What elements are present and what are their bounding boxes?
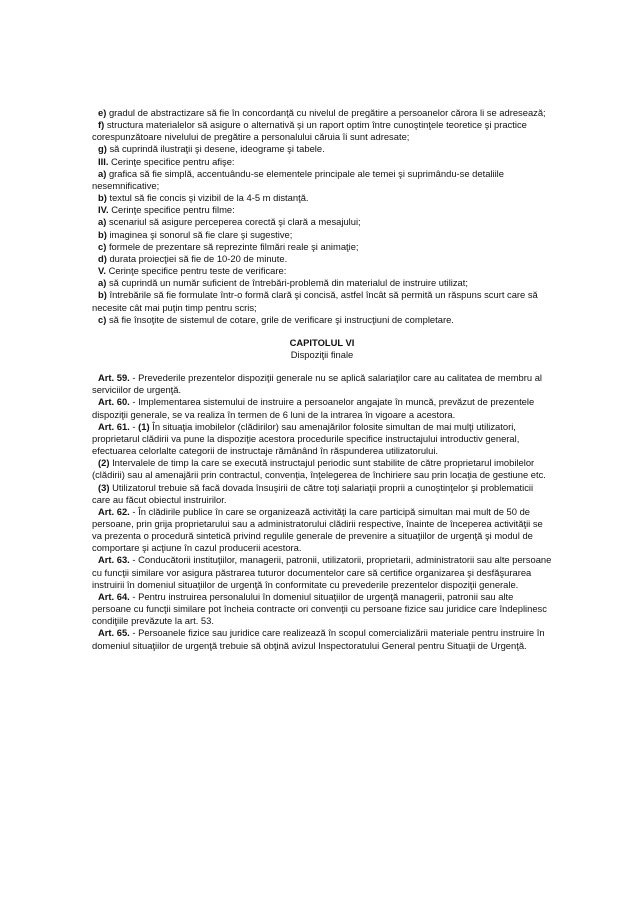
list-item-f xyxy=(92,119,552,143)
article-text: - Implementarea sistemului de instruire a persoanelor angajate în muncă, prevăzut de prezentele dispoziţii generale, se va realiza în termen de 6 luni de la intrarea în vigoare a acestora. xyxy=(92,396,535,420)
article-61-paragraph-2 xyxy=(92,457,552,481)
article-65 xyxy=(92,627,552,651)
article-text: În situaţia imobilelor (clădirilor) sau amenajărilor folosite simultan de mai mulţi utilizatori, proprietarul clădirii va pune la dispoziţie acestora procedurile specifice instructajului introductiv general, efectuarea celorlalte categorii de instructaje rămânând în răspunderea utilizatorului. xyxy=(92,420,520,457)
chapter-subtitle: Dispoziţii finale xyxy=(290,348,354,360)
article-text: - Persoanele fizice sau juridice care realizează în scopul comercializării materiale pentru instruire în domeniul situaţiilor de urgenţă trebuie să obţină avizul Inspectoratului General pentru Situaţii de Urgenţă. xyxy=(92,627,545,651)
item-label: d) xyxy=(98,252,107,264)
section-label: III. xyxy=(98,155,109,167)
article-text: - Prevederile prezentelor dispoziţii generale nu se aplică salariaţilor care au calitatea de membru al serviciilor de urgenţă. xyxy=(92,372,542,396)
article-label: Art. 59. xyxy=(98,372,130,384)
article-label: Art. 62. xyxy=(98,505,130,517)
article-label: Art. 60. xyxy=(98,396,130,408)
list-item-a xyxy=(92,277,552,289)
article-separator: - xyxy=(129,420,139,432)
item-label: f) xyxy=(98,119,105,131)
section-heading-v xyxy=(92,265,552,277)
paragraph-label: (3) xyxy=(98,481,110,493)
item-label: g) xyxy=(98,143,107,155)
article-60 xyxy=(92,396,552,420)
section-text: Cerinţe specifice pentru filme: xyxy=(108,204,235,216)
item-text: formele de prezentare să reprezinte filmări reale şi animaţie; xyxy=(106,240,359,252)
section-text: Cerinţe specifice pentru afişe: xyxy=(108,155,235,167)
list-item-e xyxy=(92,107,552,119)
item-text: grafica să fie simplă, accentuându-se elementele principale ale temei şi suprimându-se detaliile nesemnificative; xyxy=(92,167,504,191)
list-item-b xyxy=(92,289,552,313)
article-59 xyxy=(92,372,552,396)
item-text: să cuprindă ilustraţii şi desene, ideograme şi tabele. xyxy=(106,143,325,155)
article-text: - În clădirile publice în care se organizează activităţi la care participă simultan mai mult de 50 de persoane, prin grija proprietarului sau a administratorului clădirii respective, înainte de începerea activităţii se va prezenta o procedură sintetică privind regulile generale de prevenire a situaţiilor de urgenţă şi modul de comportare şi acţiune în cazul producerii acestora. xyxy=(92,505,543,554)
item-text: structura materialelor să asigure o alternativă şi un raport optim între cunoştinţele teoretice şi practice corespunzătoare nivelului de pregătire a personalului căruia îi sunt adresate; xyxy=(92,119,527,143)
item-text: să cuprindă un număr suficient de întrebări-problemă din materialul de instruire utilizat; xyxy=(106,277,468,289)
paragraph-text: Utilizatorul trebuie să facă dovada însuşirii de către toţi salariaţii proprii a cunoştinţelor şi problematicii care au făcut obiectul instruirilor. xyxy=(92,481,534,505)
section-text: Cerinţe specifice pentru teste de verificare: xyxy=(106,265,287,277)
list-item-b xyxy=(92,192,552,204)
list-item-a xyxy=(92,168,552,192)
item-label: a) xyxy=(98,277,107,289)
item-label: a) xyxy=(98,167,107,179)
article-61 xyxy=(92,421,552,457)
article-label: Art. 63. xyxy=(98,554,130,566)
paragraph-label: (1) xyxy=(138,420,150,432)
item-label: c) xyxy=(98,240,107,252)
paragraph-text: Intervalele de timp la care se execută instructajul periodic sunt stabilite de către proprietarul imobilelor (clădirii) sau al amenajării prin contractul, convenţia, înţelegerea de închiriere sau prin locaţia de gestiune etc. xyxy=(92,457,546,481)
list-item-b xyxy=(92,229,552,241)
item-label: b) xyxy=(98,192,107,204)
article-63 xyxy=(92,554,552,590)
article-label: Art. 65. xyxy=(98,627,130,639)
list-item-g xyxy=(92,143,552,155)
chapter-title: CAPITOLUL VI xyxy=(289,336,355,348)
item-text: să fie însoţite de sistemul de cotare, grile de verificare şi instrucţiuni de completare. xyxy=(106,313,454,325)
item-text: textul să fie concis şi vizibil de la 4-5 m distanţă. xyxy=(106,192,309,204)
article-label: Art. 64. xyxy=(98,590,130,602)
list-item-a xyxy=(92,216,552,228)
item-text: imaginea şi sonorul să fie clare şi sugestive; xyxy=(106,228,293,240)
section-heading-iv xyxy=(92,204,552,216)
section-label: IV. xyxy=(98,204,109,216)
section-heading-iii xyxy=(92,156,552,168)
article-62 xyxy=(92,506,552,555)
item-label: a) xyxy=(98,216,107,228)
document-text xyxy=(92,107,552,652)
item-text: durata proiecţiei să fie de 10-20 de minute. xyxy=(106,252,288,264)
article-label: Art. 61. xyxy=(98,420,130,432)
item-label: b) xyxy=(98,228,107,240)
article-61-paragraph-3 xyxy=(92,482,552,506)
paragraph-label: (2) xyxy=(98,457,110,469)
item-label: e) xyxy=(98,107,107,118)
item-text: scenariul să asigure perceperea corectă şi clară a mesajului; xyxy=(106,216,361,228)
list-item-c xyxy=(92,241,552,253)
item-text: gradul de abstractizare să fie în concordanţă cu nivelul de pregătire a persoanelor cărora li se adresează; xyxy=(106,107,546,118)
article-text: - Conducătorii instituţiilor, managerii, patronii, utilizatorii, proprietarii, administratorii sau alte persoane cu funcţii similare vor asigura păstrarea tuturor documentelor care să certifice organizarea şi desfăşurarea instruirii în domeniul situaţiilor de urgenţă în conformitate cu prevederile prezentelor dispoziţii generale. xyxy=(92,554,552,590)
article-64 xyxy=(92,591,552,627)
item-label: b) xyxy=(98,289,107,301)
article-text: - Pentru instruirea personalului în domeniul situaţiilor de urgenţă managerii, patronii sau alte persoane cu funcţii similare pot încheia contracte ori convenţii cu persoane fizice sau juridice care îndeplinesc condiţiile prevăzute la art. 53. xyxy=(92,590,547,627)
item-label: c) xyxy=(98,313,107,325)
section-label: V. xyxy=(98,265,106,277)
item-text: întrebările să fie formulate într-o formă clară şi concisă, astfel încât să permită un răspuns scurt care să necesite cât mai puţin timp pentru scris; xyxy=(92,289,538,313)
list-item-d xyxy=(92,253,552,265)
list-item-c xyxy=(92,314,552,326)
